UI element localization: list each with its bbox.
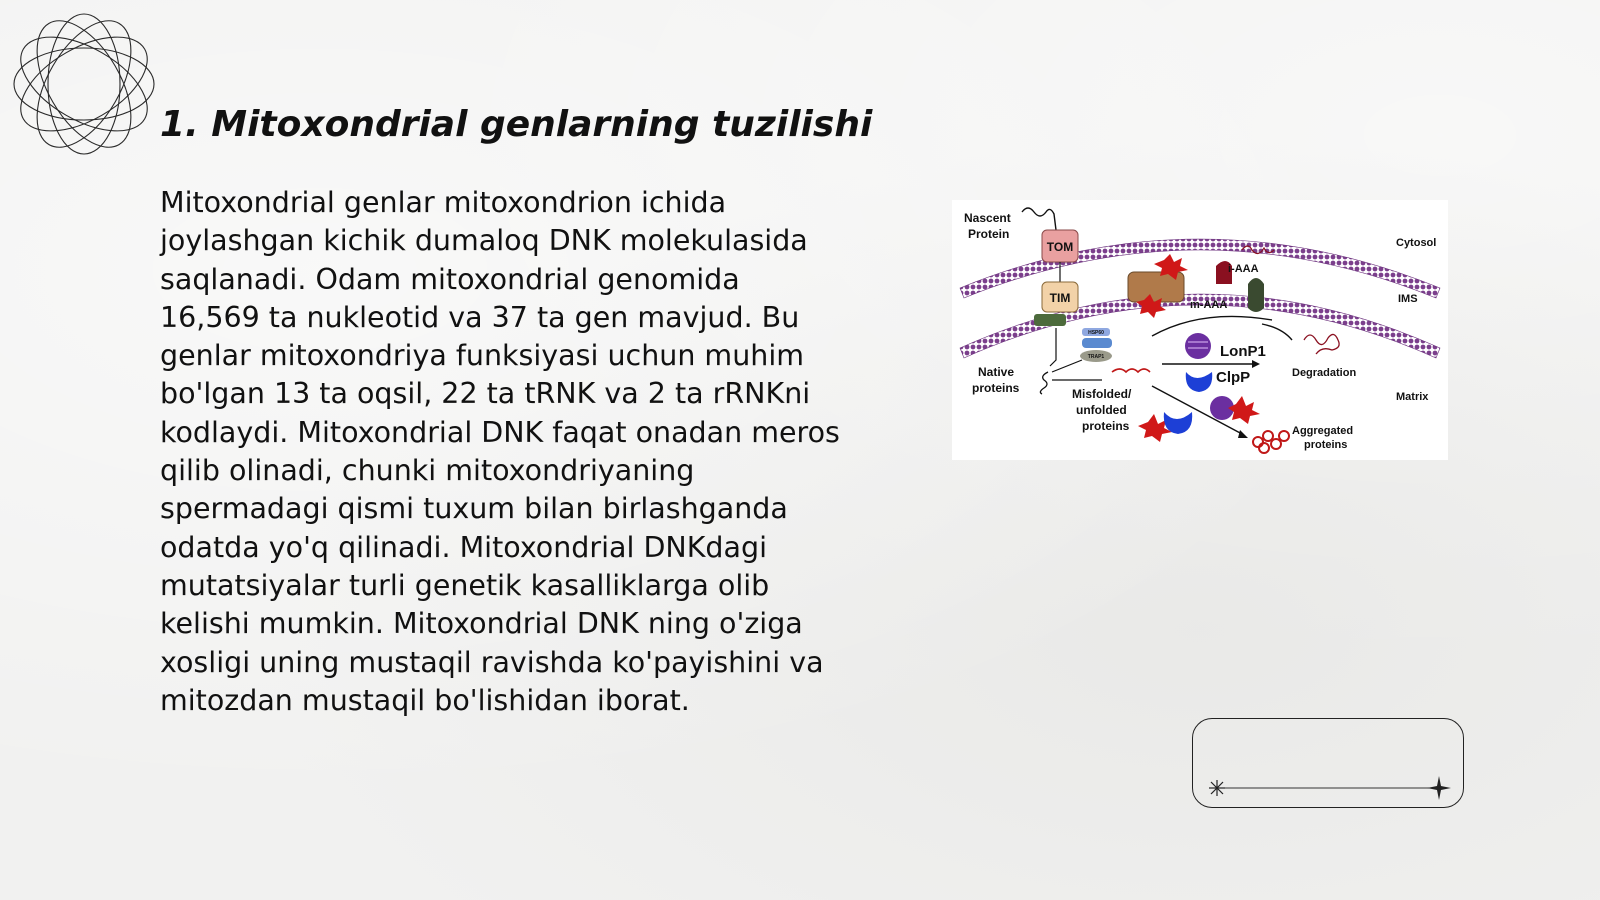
hsp60-label: HSP60 (1088, 330, 1104, 336)
clpp-label: ClpP (1216, 369, 1251, 386)
starburst-icon (1209, 780, 1225, 796)
aggregated-label: Aggregated (1292, 425, 1354, 437)
lonp1-label: LonP1 (1220, 343, 1266, 360)
clpp-icon (1186, 372, 1212, 392)
aggregated-proteins-label: proteins (1304, 439, 1348, 451)
lonp1-icon (1185, 333, 1211, 359)
unfolded-label: unfolded (1076, 403, 1127, 417)
matrix-label: Matrix (1396, 391, 1429, 403)
slide-body-text: Mitoxondrial genlar mitoxondrion ichida joylashgan kichik dumaloq DNK molekulasida saqlanadi. Odam mitoxondrial genomida 16,569 ta nukleotid va 37 ta gen mavjud. Bu genlar mitoxondriya funksiyasi uchun muhim bo'lgan 13 ta oqsil, 22 ta tRNK va 2 ta rRNKni kodlaydi. Mitoxondrial DNK faqat onadan meros qilib olinadi, chunki mitoxondriyaning spermadagi qismi tuxum bilan birlashganda odatda yo'q qilinadi. Mitoxondrial DNKdagi mutatsiyalar turli genetik kasalliklarga olib kelishi mumkin. Mitoxondrial DNK ning o'ziga xosligi uning mustaqil ravishda ko'payishini va mitozdan mustaqil bo'lishidan iborat. (160, 186, 840, 717)
circle-ornament-icon (10, 10, 158, 158)
ims-label: IMS (1398, 293, 1418, 305)
m-aaa-label: m-AAA (1190, 299, 1228, 311)
mitochondria-protein-quality-diagram (952, 200, 1448, 460)
tom-label: TOM (1046, 240, 1074, 254)
timeline-decoration (1192, 718, 1464, 808)
tim-complex (1042, 282, 1078, 312)
misfolded-label: Misfolded/ (1072, 387, 1132, 401)
protein-label: Protein (968, 227, 1010, 241)
outer-membrane (960, 239, 1440, 298)
degradation-label: Degradation (1292, 367, 1357, 379)
slide-title: 1. Mitoxondrial genlarning tuzilishi (160, 104, 873, 145)
nascent-label: Nascent (964, 211, 1011, 225)
i-aaa-label: i-AAA (1228, 263, 1259, 275)
sparkle-icon (1427, 776, 1451, 800)
native-proteins-label: proteins (972, 381, 1020, 395)
aggregated-proteins-icon (1253, 431, 1289, 453)
misfolded-proteins-label: proteins (1082, 419, 1130, 433)
trap1-label: TRAP1 (1087, 354, 1105, 360)
cytosol-label: Cytosol (1396, 237, 1437, 249)
tim-label: TIM (1049, 291, 1071, 305)
native-label: Native (978, 365, 1015, 379)
tom-complex (1042, 230, 1078, 262)
